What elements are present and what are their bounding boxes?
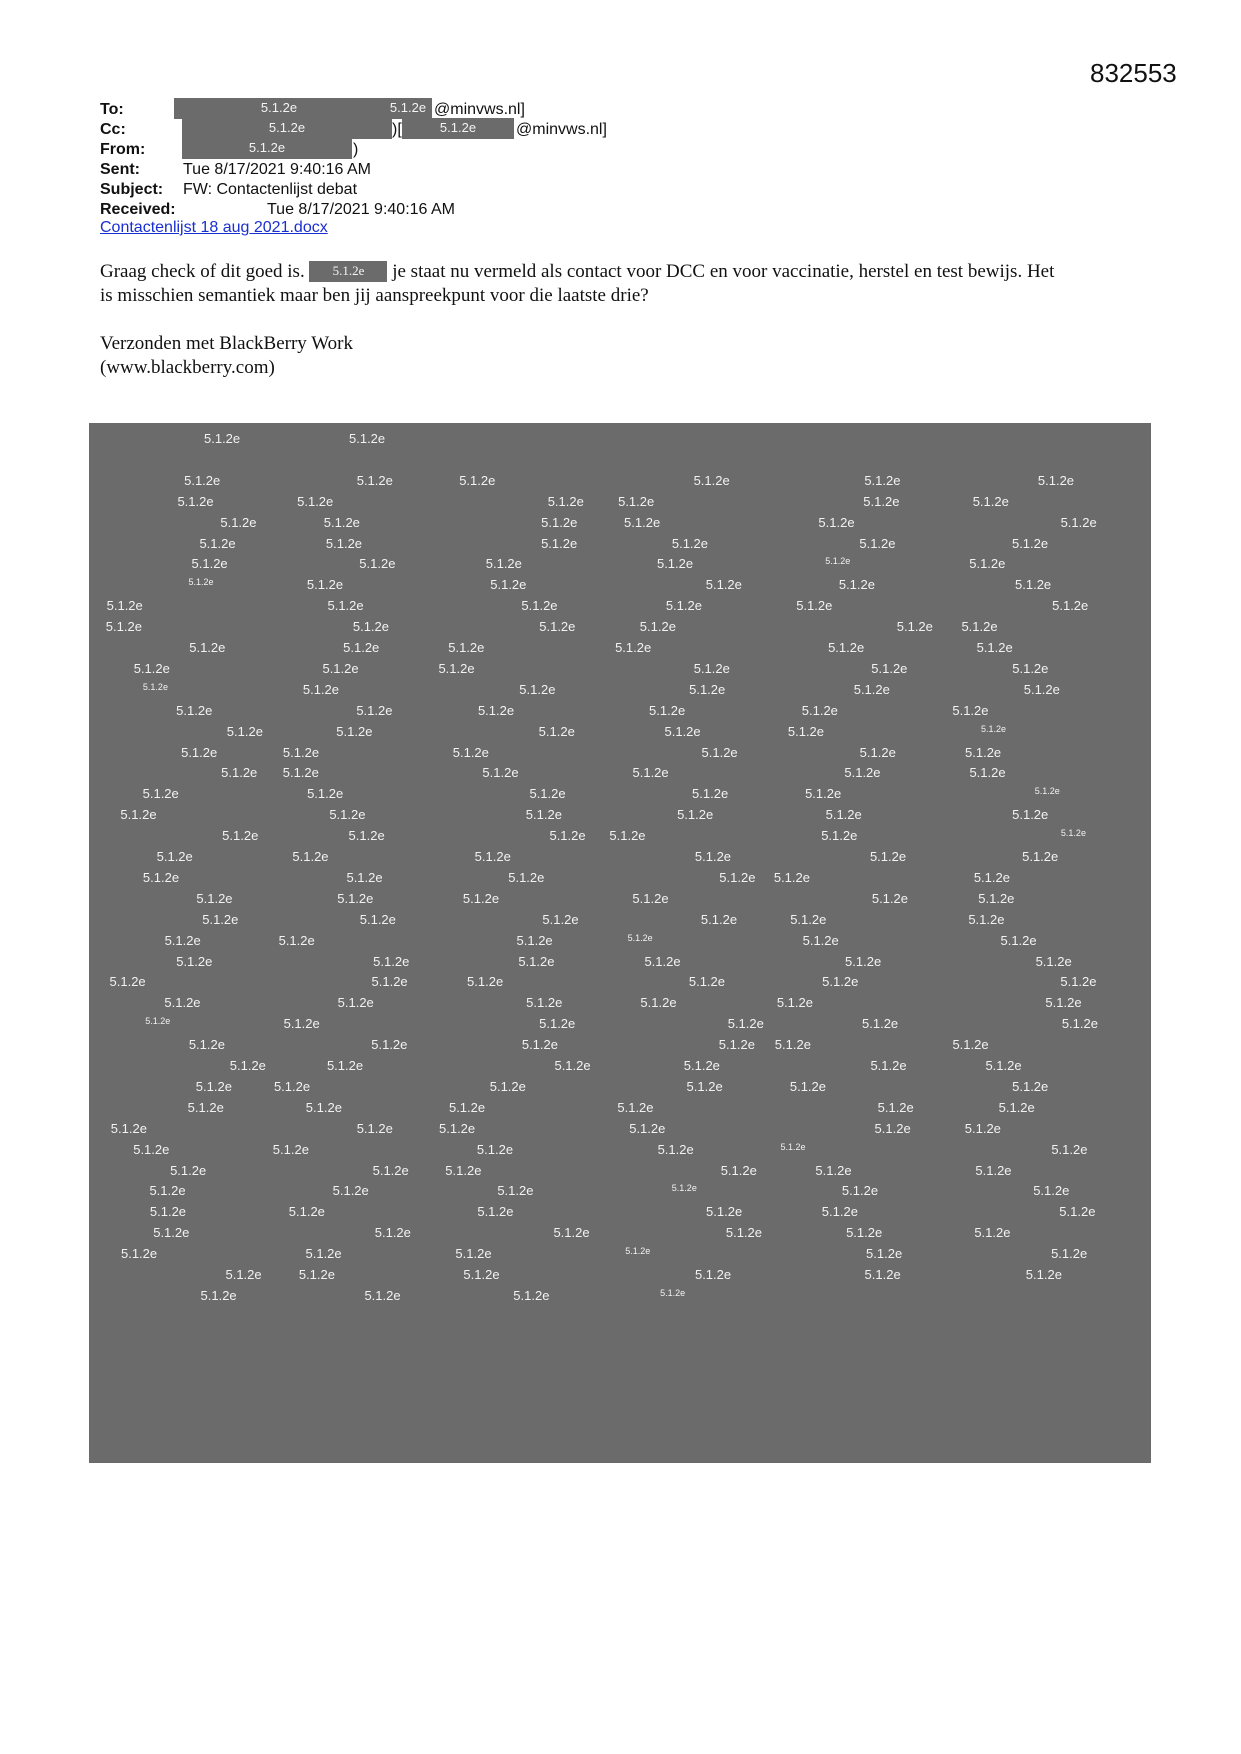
redaction-label: 5.1.2e	[863, 493, 900, 509]
redaction-label: 5.1.2e	[1012, 807, 1049, 823]
redaction-label: 5.1.2e	[110, 1120, 147, 1136]
redaction-label: 5.1.2e	[725, 1225, 763, 1241]
redaction-label: 5.1.2e	[292, 849, 329, 864]
redaction-label: 5.1.2e	[133, 660, 170, 676]
redaction-label: 5.1.2e	[307, 786, 344, 802]
redaction-label: 5.1.2e	[529, 786, 566, 802]
redaction-label: 5.1.2e	[106, 598, 143, 614]
redaction-label: 5.1.2e	[1060, 974, 1097, 990]
redaction-label: 5.1.2e	[1035, 953, 1072, 969]
redaction-label: 5.1.2e	[815, 1162, 852, 1178]
redaction-label: 5.1.2e	[618, 493, 655, 509]
redaction-label: 5.1.2e	[693, 472, 730, 488]
redaction: 5.1.2e	[402, 118, 514, 139]
redaction-label: 5.1.2e	[177, 493, 214, 509]
redaction-label: 5.1.2e	[686, 1078, 723, 1094]
redaction-label: 5.1.2e	[776, 995, 813, 1011]
redaction-label: 5.1.2e	[965, 744, 1002, 760]
redaction-label: 5.1.2e	[298, 1267, 335, 1282]
redaction-label: 5.1.2e	[1011, 535, 1049, 551]
redaction-label: 5.1.2e	[846, 1225, 883, 1241]
redaction-label: 5.1.2e	[145, 1016, 171, 1027]
received-label: Received:	[100, 201, 176, 218]
redacted-block	[89, 423, 1151, 1463]
redaction-label: 5.1.2e	[184, 472, 221, 488]
redaction-label: 5.1.2e	[975, 1162, 1012, 1178]
redaction-label: 5.1.2e	[176, 953, 213, 969]
redaction-label: 5.1.2e	[657, 1141, 694, 1157]
redaction-label: 5.1.2e	[278, 932, 315, 948]
redaction-label: 5.1.2e	[142, 681, 168, 692]
redaction-label: 5.1.2e	[874, 1120, 911, 1136]
redaction-label: 5.1.2e	[521, 1037, 558, 1053]
sent-value: Tue 8/17/2021 9:40:16 AM	[183, 161, 371, 178]
body-line-1	[100, 260, 1054, 284]
redaction-label: 5.1.2e	[1051, 1141, 1088, 1157]
redaction-label: 5.1.2e	[282, 765, 319, 781]
redaction-label: 5.1.2e	[644, 953, 681, 969]
redaction-label: 5.1.2e	[615, 640, 652, 655]
redaction-label: 5.1.2e	[671, 535, 709, 551]
redaction-label: 5.1.2e	[825, 807, 862, 823]
redaction-label: 5.1.2e	[694, 1267, 732, 1282]
redaction-label: 5.1.2e	[871, 660, 908, 676]
redaction-label: 5.1.2e	[459, 472, 496, 488]
redaction-label: 5.1.2e	[539, 1016, 576, 1032]
redaction-label: 5.1.2e	[477, 702, 515, 718]
redaction-label: 5.1.2e	[978, 890, 1015, 906]
redaction-label: 5.1.2e	[862, 1016, 899, 1032]
redaction-label: 5.1.2e	[671, 1183, 697, 1194]
redaction-label: 5.1.2e	[346, 869, 383, 885]
redaction-label: 5.1.2e	[364, 1287, 401, 1303]
redaction-label: 5.1.2e	[288, 1204, 325, 1220]
redaction-label: 5.1.2e	[554, 1058, 591, 1073]
redaction-label: 5.1.2e	[452, 744, 489, 760]
redaction-label: 5.1.2e	[526, 995, 563, 1011]
redaction-label: 5.1.2e	[896, 619, 933, 635]
signature-line-2: (www.blackberry.com)	[100, 357, 275, 378]
redaction-label: 5.1.2e	[656, 556, 694, 572]
redaction-label: 5.1.2e	[539, 619, 576, 635]
redaction-label: 5.1.2e	[718, 1037, 755, 1053]
redaction-label: 5.1.2e	[356, 472, 393, 488]
redaction-label: 5.1.2e	[632, 890, 669, 906]
redaction-label: 5.1.2e	[1045, 995, 1082, 1011]
redaction-label: 5.1.2e	[343, 640, 380, 655]
redaction-label: 5.1.2e	[305, 1099, 342, 1115]
redaction-label: 5.1.2e	[199, 535, 236, 551]
redaction-label: 5.1.2e	[998, 1099, 1035, 1115]
to-suffix: @minvws.nl]	[434, 101, 525, 118]
from-label: From:	[100, 141, 146, 158]
redaction-label: 5.1.2e	[538, 723, 575, 739]
redaction-label: 5.1.2e	[822, 974, 859, 990]
redaction-label: 5.1.2e	[632, 765, 669, 781]
redaction-label: 5.1.2e	[720, 1162, 757, 1178]
redaction-label: 5.1.2e	[273, 1078, 311, 1094]
redaction-label: 5.1.2e	[789, 1078, 827, 1094]
redaction: 5.1.2e	[384, 98, 432, 119]
redaction-label: 5.1.2e	[283, 1016, 320, 1032]
redaction-label: 5.1.2e	[689, 681, 726, 697]
redaction-label: 5.1.2e	[322, 660, 359, 676]
redaction-label: 5.1.2e	[694, 849, 732, 864]
redaction-label: 5.1.2e	[356, 702, 393, 718]
redaction-label: 5.1.2e	[700, 911, 738, 927]
redaction-label: 5.1.2e	[305, 1246, 342, 1262]
redaction-label: 5.1.2e	[323, 514, 360, 530]
cc-label: Cc:	[100, 121, 126, 138]
redaction-label: 5.1.2e	[359, 911, 396, 927]
redaction-label: 5.1.2e	[336, 723, 373, 739]
redaction-label: 5.1.2e	[1051, 1246, 1088, 1262]
redaction-label: 5.1.2e	[547, 493, 584, 509]
redaction-label: 5.1.2e	[701, 744, 738, 760]
redaction-label: 5.1.2e	[1025, 1267, 1062, 1282]
redaction-label: 5.1.2e	[974, 1225, 1011, 1241]
redaction-label: 5.1.2e	[845, 953, 882, 969]
redaction-label: 5.1.2e	[445, 1162, 482, 1178]
redaction-label: 5.1.2e	[133, 1141, 170, 1157]
attachment-link[interactable]: Contactenlijst 18 aug 2021.docx	[100, 219, 328, 236]
redaction-label: 5.1.2e	[438, 660, 475, 676]
redaction-label: 5.1.2e	[297, 493, 334, 509]
redaction-label: 5.1.2e	[871, 890, 908, 906]
redaction-label: 5.1.2e	[513, 1287, 550, 1303]
body-line-2: is misschien semantiek maar ben jij aanspreekpunt voor die laatste drie?	[100, 285, 649, 306]
redaction-label: 5.1.2e	[985, 1058, 1022, 1073]
redaction-label: 5.1.2e	[477, 1204, 514, 1220]
redaction-label: 5.1.2e	[188, 1037, 225, 1053]
redaction-label: 5.1.2e	[542, 911, 579, 927]
redaction-label: 5.1.2e	[952, 1037, 989, 1053]
body-text: je staat nu vermeld als contact voor DCC en voor vaccinatie, herstel en test bewijs. Het	[392, 261, 1055, 282]
redaction-label: 5.1.2e	[968, 911, 1005, 927]
redaction-label: 5.1.2e	[688, 974, 726, 990]
redaction-label: 5.1.2e	[838, 577, 875, 593]
redaction-label: 5.1.2e	[490, 577, 527, 593]
redaction-label: 5.1.2e	[774, 1037, 811, 1053]
redaction-label: 5.1.2e	[204, 431, 241, 446]
redaction-label: 5.1.2e	[869, 849, 907, 864]
redaction-label: 5.1.2e	[519, 681, 556, 697]
redaction-label: 5.1.2e	[191, 556, 228, 572]
redaction-label: 5.1.2e	[325, 535, 363, 551]
redaction-label: 5.1.2e	[973, 869, 1010, 885]
redaction-label: 5.1.2e	[864, 472, 901, 488]
redaction-label: 5.1.2e	[222, 828, 259, 844]
redaction-label: 5.1.2e	[348, 828, 385, 844]
redaction-label: 5.1.2e	[149, 1204, 187, 1220]
redaction-label: 5.1.2e	[109, 974, 146, 990]
redaction-label: 5.1.2e	[508, 869, 545, 885]
redaction-label: 5.1.2e	[142, 786, 179, 802]
signature-line-1: Verzonden met BlackBerry Work	[100, 333, 353, 354]
redaction-label: 5.1.2e	[187, 1099, 224, 1115]
redaction-label: 5.1.2e	[306, 577, 344, 593]
redaction-label: 5.1.2e	[189, 640, 226, 655]
redaction-label: 5.1.2e	[639, 619, 676, 635]
redaction-label: 5.1.2e	[609, 828, 646, 844]
redaction-label: 5.1.2e	[448, 1099, 486, 1115]
redaction-label: 5.1.2e	[349, 431, 386, 446]
redaction-label: 5.1.2e	[337, 890, 374, 906]
received-value: Tue 8/17/2021 9:40:16 AM	[267, 201, 455, 218]
redaction-label: 5.1.2e	[961, 619, 998, 635]
cc-separator: )[	[392, 121, 402, 138]
redaction: 5.1.2e	[182, 118, 392, 139]
redaction-label: 5.1.2e	[1012, 1078, 1049, 1094]
redaction-label: 5.1.2e	[629, 1120, 666, 1136]
redaction-label: 5.1.2e	[474, 849, 511, 864]
redaction-label: 5.1.2e	[476, 1141, 514, 1157]
redaction-label: 5.1.2e	[801, 702, 838, 718]
redaction-label: 5.1.2e	[374, 1225, 411, 1241]
redaction-label: 5.1.2e	[462, 890, 500, 906]
redaction-label: 5.1.2e	[326, 1058, 364, 1073]
redaction-label: 5.1.2e	[821, 828, 858, 844]
body-text: Graag check of dit goed is.	[100, 261, 305, 282]
redaction-label: 5.1.2e	[371, 1037, 408, 1053]
redaction: 5.1.2e	[174, 98, 384, 119]
redaction-label: 5.1.2e	[352, 619, 390, 635]
subject-label: Subject:	[100, 181, 164, 198]
redaction-label: 5.1.2e	[706, 1204, 743, 1220]
redaction-label: 5.1.2e	[329, 807, 366, 823]
redaction-label: 5.1.2e	[225, 1267, 262, 1282]
redaction-label: 5.1.2e	[627, 932, 653, 943]
subject-value: FW: Contactenlijst debat	[183, 181, 358, 198]
redaction-label: 5.1.2e	[541, 514, 578, 530]
redaction-label: 5.1.2e	[1061, 1016, 1098, 1032]
redaction-label: 5.1.2e	[455, 1246, 492, 1262]
redaction-label: 5.1.2e	[371, 974, 408, 990]
redaction-label: 5.1.2e	[796, 598, 833, 614]
redaction-label: 5.1.2e	[467, 974, 504, 990]
redaction-label: 5.1.2e	[356, 1120, 393, 1136]
redaction-label: 5.1.2e	[864, 1267, 901, 1282]
redaction-label: 5.1.2e	[1033, 1183, 1070, 1199]
redaction-label: 5.1.2e	[485, 556, 522, 572]
redaction-label: 5.1.2e	[877, 1099, 914, 1115]
redaction-label: 5.1.2e	[337, 995, 374, 1011]
redaction-label: 5.1.2e	[372, 1162, 409, 1178]
redaction-label: 5.1.2e	[463, 1267, 500, 1282]
redaction-label: 5.1.2e	[439, 1120, 476, 1136]
redaction-label: 5.1.2e	[553, 1225, 590, 1241]
redaction-label: 5.1.2e	[373, 953, 410, 969]
redaction-label: 5.1.2e	[327, 598, 364, 614]
redaction: 5.1.2e	[309, 261, 387, 282]
redaction-label: 5.1.2e	[120, 1246, 158, 1262]
from-suffix: )	[353, 141, 359, 158]
redaction-label: 5.1.2e	[1012, 660, 1049, 676]
redaction-label: 5.1.2e	[640, 995, 677, 1011]
redaction-label: 5.1.2e	[149, 1183, 186, 1199]
redaction-label: 5.1.2e	[677, 807, 714, 823]
redaction-label: 5.1.2e	[617, 1099, 654, 1115]
redaction-label: 5.1.2e	[683, 1058, 720, 1073]
redaction-label: 5.1.2e	[226, 723, 263, 739]
redaction-label: 5.1.2e	[282, 744, 320, 760]
redaction-label: 5.1.2e	[727, 1016, 764, 1032]
redaction-label: 5.1.2e	[359, 556, 396, 572]
redaction-label: 5.1.2e	[272, 1141, 309, 1157]
redaction-label: 5.1.2e	[525, 807, 562, 823]
redaction-label: 5.1.2e	[787, 723, 825, 739]
redaction-label: 5.1.2e	[964, 1120, 1001, 1136]
redaction-label: 5.1.2e	[188, 577, 214, 588]
cc-suffix: @minvws.nl]	[516, 121, 607, 138]
redaction-label: 5.1.2e	[164, 995, 201, 1011]
redaction-label: 5.1.2e	[170, 1162, 207, 1178]
redaction-label: 5.1.2e	[665, 598, 702, 614]
redaction-label: 5.1.2e	[164, 932, 201, 948]
redaction-label: 5.1.2e	[624, 514, 661, 530]
redaction-label: 5.1.2e	[181, 744, 218, 760]
redaction-label: 5.1.2e	[220, 514, 257, 530]
redaction-label: 5.1.2e	[176, 702, 213, 718]
redaction-label: 5.1.2e	[1023, 681, 1060, 697]
to-label: To:	[100, 101, 124, 118]
redaction-label: 5.1.2e	[780, 1141, 806, 1152]
redaction-label: 5.1.2e	[693, 660, 730, 676]
redaction-label: 5.1.2e	[705, 577, 742, 593]
redaction-label: 5.1.2e	[302, 681, 340, 697]
redaction-label: 5.1.2e	[195, 1078, 232, 1094]
redaction-label: 5.1.2e	[332, 1183, 369, 1199]
redaction-label: 5.1.2e	[976, 640, 1013, 655]
redaction-label: 5.1.2e	[105, 619, 142, 635]
redaction-label: 5.1.2e	[773, 869, 810, 885]
redaction-label: 5.1.2e	[664, 723, 701, 739]
redaction-label: 5.1.2e	[521, 598, 558, 614]
redaction-label: 5.1.2e	[719, 869, 756, 885]
redaction-label: 5.1.2e	[142, 869, 180, 885]
redaction-label: 5.1.2e	[156, 849, 193, 864]
redaction-label: 5.1.2e	[200, 1287, 237, 1303]
redaction-label: 5.1.2e	[549, 828, 586, 844]
redaction-label: 5.1.2e	[1060, 514, 1097, 530]
redaction-label: 5.1.2e	[692, 786, 729, 802]
redaction-label: 5.1.2e	[859, 535, 896, 551]
redaction-label: 5.1.2e	[497, 1183, 534, 1199]
redaction-label: 5.1.2e	[828, 640, 865, 655]
redaction-label: 5.1.2e	[972, 493, 1009, 509]
redaction-label: 5.1.2e	[153, 1225, 190, 1241]
redaction: 5.1.2e	[182, 138, 352, 159]
sent-label: Sent:	[100, 161, 140, 178]
redaction-label: 5.1.2e	[1060, 828, 1086, 839]
redaction-label: 5.1.2e	[489, 1078, 526, 1094]
redaction-label: 5.1.2e	[229, 1058, 266, 1073]
redaction-label: 5.1.2e	[805, 786, 842, 802]
redaction-label: 5.1.2e	[981, 723, 1007, 734]
redaction-label: 5.1.2e	[952, 702, 989, 718]
redaction-label: 5.1.2e	[859, 744, 896, 760]
redaction-label: 5.1.2e	[802, 932, 839, 948]
redaction-label: 5.1.2e	[448, 640, 485, 655]
redaction-label: 5.1.2e	[1059, 1204, 1096, 1220]
redaction-label: 5.1.2e	[1037, 472, 1075, 488]
document-number: 832553	[1090, 58, 1177, 88]
redaction-label: 5.1.2e	[1022, 849, 1059, 864]
redaction-label: 5.1.2e	[518, 953, 555, 969]
redaction-label: 5.1.2e	[821, 1204, 858, 1220]
redaction-label: 5.1.2e	[221, 765, 258, 781]
redaction-label: 5.1.2e	[853, 681, 890, 697]
redaction-label: 5.1.2e	[825, 556, 851, 567]
redaction-label: 5.1.2e	[1000, 932, 1037, 948]
redaction-label: 5.1.2e	[516, 932, 553, 948]
redaction-label: 5.1.2e	[482, 765, 519, 781]
redaction-label: 5.1.2e	[790, 911, 827, 927]
redaction-label: 5.1.2e	[844, 765, 881, 781]
redaction-label: 5.1.2e	[196, 890, 233, 906]
redaction-label: 5.1.2e	[625, 1246, 651, 1257]
redaction-label: 5.1.2e	[866, 1246, 903, 1262]
redaction-label: 5.1.2e	[120, 807, 157, 823]
redaction-label: 5.1.2e	[541, 535, 578, 551]
redaction-label: 5.1.2e	[969, 556, 1006, 572]
redaction-label: 5.1.2e	[1052, 598, 1089, 614]
redaction-label: 5.1.2e	[969, 765, 1006, 781]
redaction-label: 5.1.2e	[649, 702, 686, 718]
redaction-label: 5.1.2e	[660, 1287, 686, 1298]
redaction-label: 5.1.2e	[1015, 577, 1052, 593]
redaction-label: 5.1.2e	[870, 1058, 907, 1073]
redaction-label: 5.1.2e	[841, 1183, 879, 1199]
redaction-label: 5.1.2e	[818, 514, 855, 530]
redaction-label: 5.1.2e	[1034, 786, 1060, 797]
redaction-label: 5.1.2e	[202, 911, 239, 927]
